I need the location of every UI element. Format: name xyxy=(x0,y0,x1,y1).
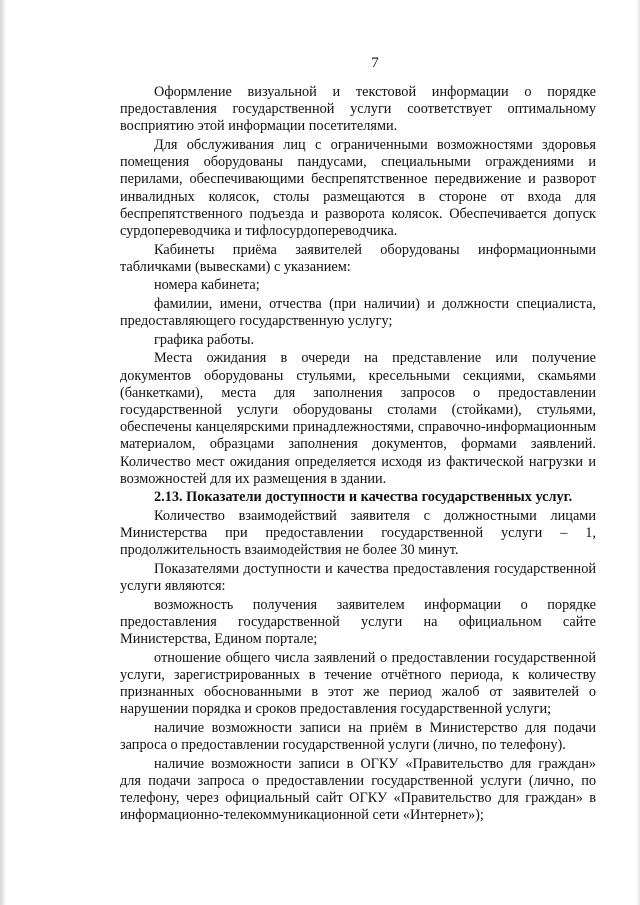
paragraph-waiting-places: Места ожидания в очереди на представление или получение документов оборудованы стульями, кресельными секциями, скамьями (банкетками), места для заполнения запросов о предоставлении государственной услуги оборудованы столами (стойками), стульями, обеспечены канцелярскими принадлежностями, справочно-информационным материалом, образцами заполнения документов, формами заявлений. Количество мест ожидания определяется исходя из фактической нагрузки и возможностей для их размещения в здании. xyxy=(120,350,596,487)
list-item-complaints-ratio: отношение общего числа заявлений о предоставлении государственной услуги, зарегистрированных в течение отчётного периода, к количеству признанных обоснованными в этот же период жалоб от заявителей о нарушении порядка и сроков предоставления государственной услуги; xyxy=(120,649,596,718)
paragraph-office-signs: Кабинеты приёма заявителей оборудованы информационными табличками (вывесками) с указанием: xyxy=(120,241,596,275)
page-number: 7 xyxy=(371,55,379,71)
list-item-work-schedule: графика работы. xyxy=(154,331,255,348)
paragraph-accessibility-equipment: Для обслуживания лиц с ограниченными возможностями здоровья помещения оборудованы пандусами, специальными ограждениями и перилами, обеспечивающими беспрепятственное передвижение и разворот инвалидных колясок, столы размещаются в стороне от входа для беспрепятственного подъезда и разворота колясок. Обеспечивается допуск сурдопереводчика и тифлосурдопереводчика. xyxy=(120,137,596,240)
paragraph-indicators-intro: Показателями доступности и качества предоставления государственной услуги являются: xyxy=(120,561,596,595)
scan-edge-right xyxy=(636,0,640,905)
paragraph-interaction-count: Количество взаимодействий заявителя с должностными лицами Министерства при предоставлении государственной услуги – 1, продолжительность взаимодействия не более 30 минут. xyxy=(120,508,596,559)
document-body xyxy=(120,84,596,826)
list-item-ogku-appointment: наличие возможности записи в ОГКУ «Правительство для граждан» для подачи запроса о предоставлении государственной услуги (лично, по телефону, через официальный сайт ОГКУ «Правительство для граждан» в информационно-телекоммуникационной сети «Интернет»); xyxy=(120,755,596,824)
list-item-ministry-appointment: наличие возможности записи на приём в Министерство для подачи запроса о предоставлении государственной услуги (лично, по телефону). xyxy=(120,720,596,754)
list-item-office-number: номера кабинета; xyxy=(154,277,260,294)
paragraph-info-presentation: Оформление визуальной и текстовой информации о порядке предоставления государственной услуги соответствует оптимальному восприятию этой информации посетителями. xyxy=(120,84,596,135)
list-item-specialist-name: фамилии, имени, отчества (при наличии) и должности специалиста, предоставляющего государственную услугу; xyxy=(120,296,596,330)
scan-edge-left xyxy=(0,0,5,905)
section-heading-2-13: 2.13. Показатели доступности и качества государственных услуг. xyxy=(154,489,573,506)
list-item-info-availability: возможность получения заявителем информации о порядке предоставления государственной услуги на официальном сайте Министерства, Едином портале; xyxy=(120,596,596,648)
